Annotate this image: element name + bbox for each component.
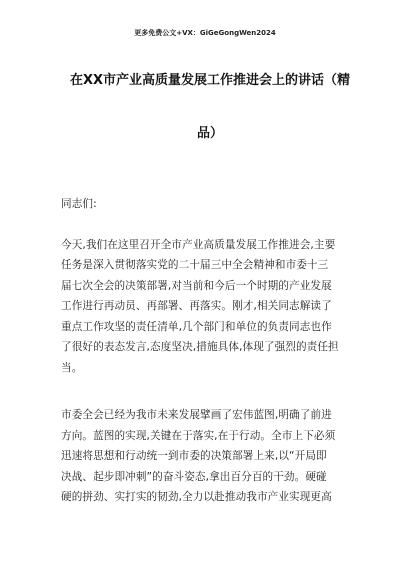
paragraph-line: 今天,我们在这里召开全市产业高质量发展工作推进会,主要 — [61, 239, 336, 251]
paragraph-line: 硬的拼劲、实打实的韧劲,全力以赴推动我市产业实现更高 — [61, 491, 332, 503]
paragraph-line: 重点工作攻坚的责任清单,几个部门和单位的负责同志也作 — [61, 321, 332, 333]
document-title-line-2: 品） — [196, 126, 223, 141]
document-title-line-1: 在XX市产业高质量发展工作推进会上的讲话（精 — [69, 73, 351, 88]
paragraph-line: 任务是深入贯彻落实党的二十届三中全会精神和市委十三 — [61, 259, 329, 271]
salutation: 同志们: — [61, 198, 97, 210]
header-note: 更多免费公文+VX：GiGeGongWen2024 — [134, 29, 276, 37]
paragraph-line: 迅速将思想和行动统一到市委的决策部署上来,以“开局即 — [61, 450, 327, 462]
paragraph-line: 了很好的表态发言,态度坚决,措施具体,体现了强烈的责任担 — [61, 341, 339, 353]
paragraph-line: 当。 — [61, 362, 83, 374]
paragraph-line: 决战、起步即冲刺”的奋斗姿态,拿出百分百的干劲。硬碰 — [61, 471, 327, 483]
paragraph-line: 届七次全会的决策部署,对当前和今后一个时期的产业发展 — [61, 280, 332, 292]
paragraph-line: 方向。蓝图的实现,关键在于落实,在于行动。全市上下必须 — [61, 430, 336, 442]
paragraph-line: 市委全会已经为我市未来发展擘画了宏伟蓝图,明确了前进 — [61, 409, 332, 421]
paragraph-line: 工作进行再动员、再部署、再落实。刚才,相关同志解读了 — [61, 300, 332, 312]
